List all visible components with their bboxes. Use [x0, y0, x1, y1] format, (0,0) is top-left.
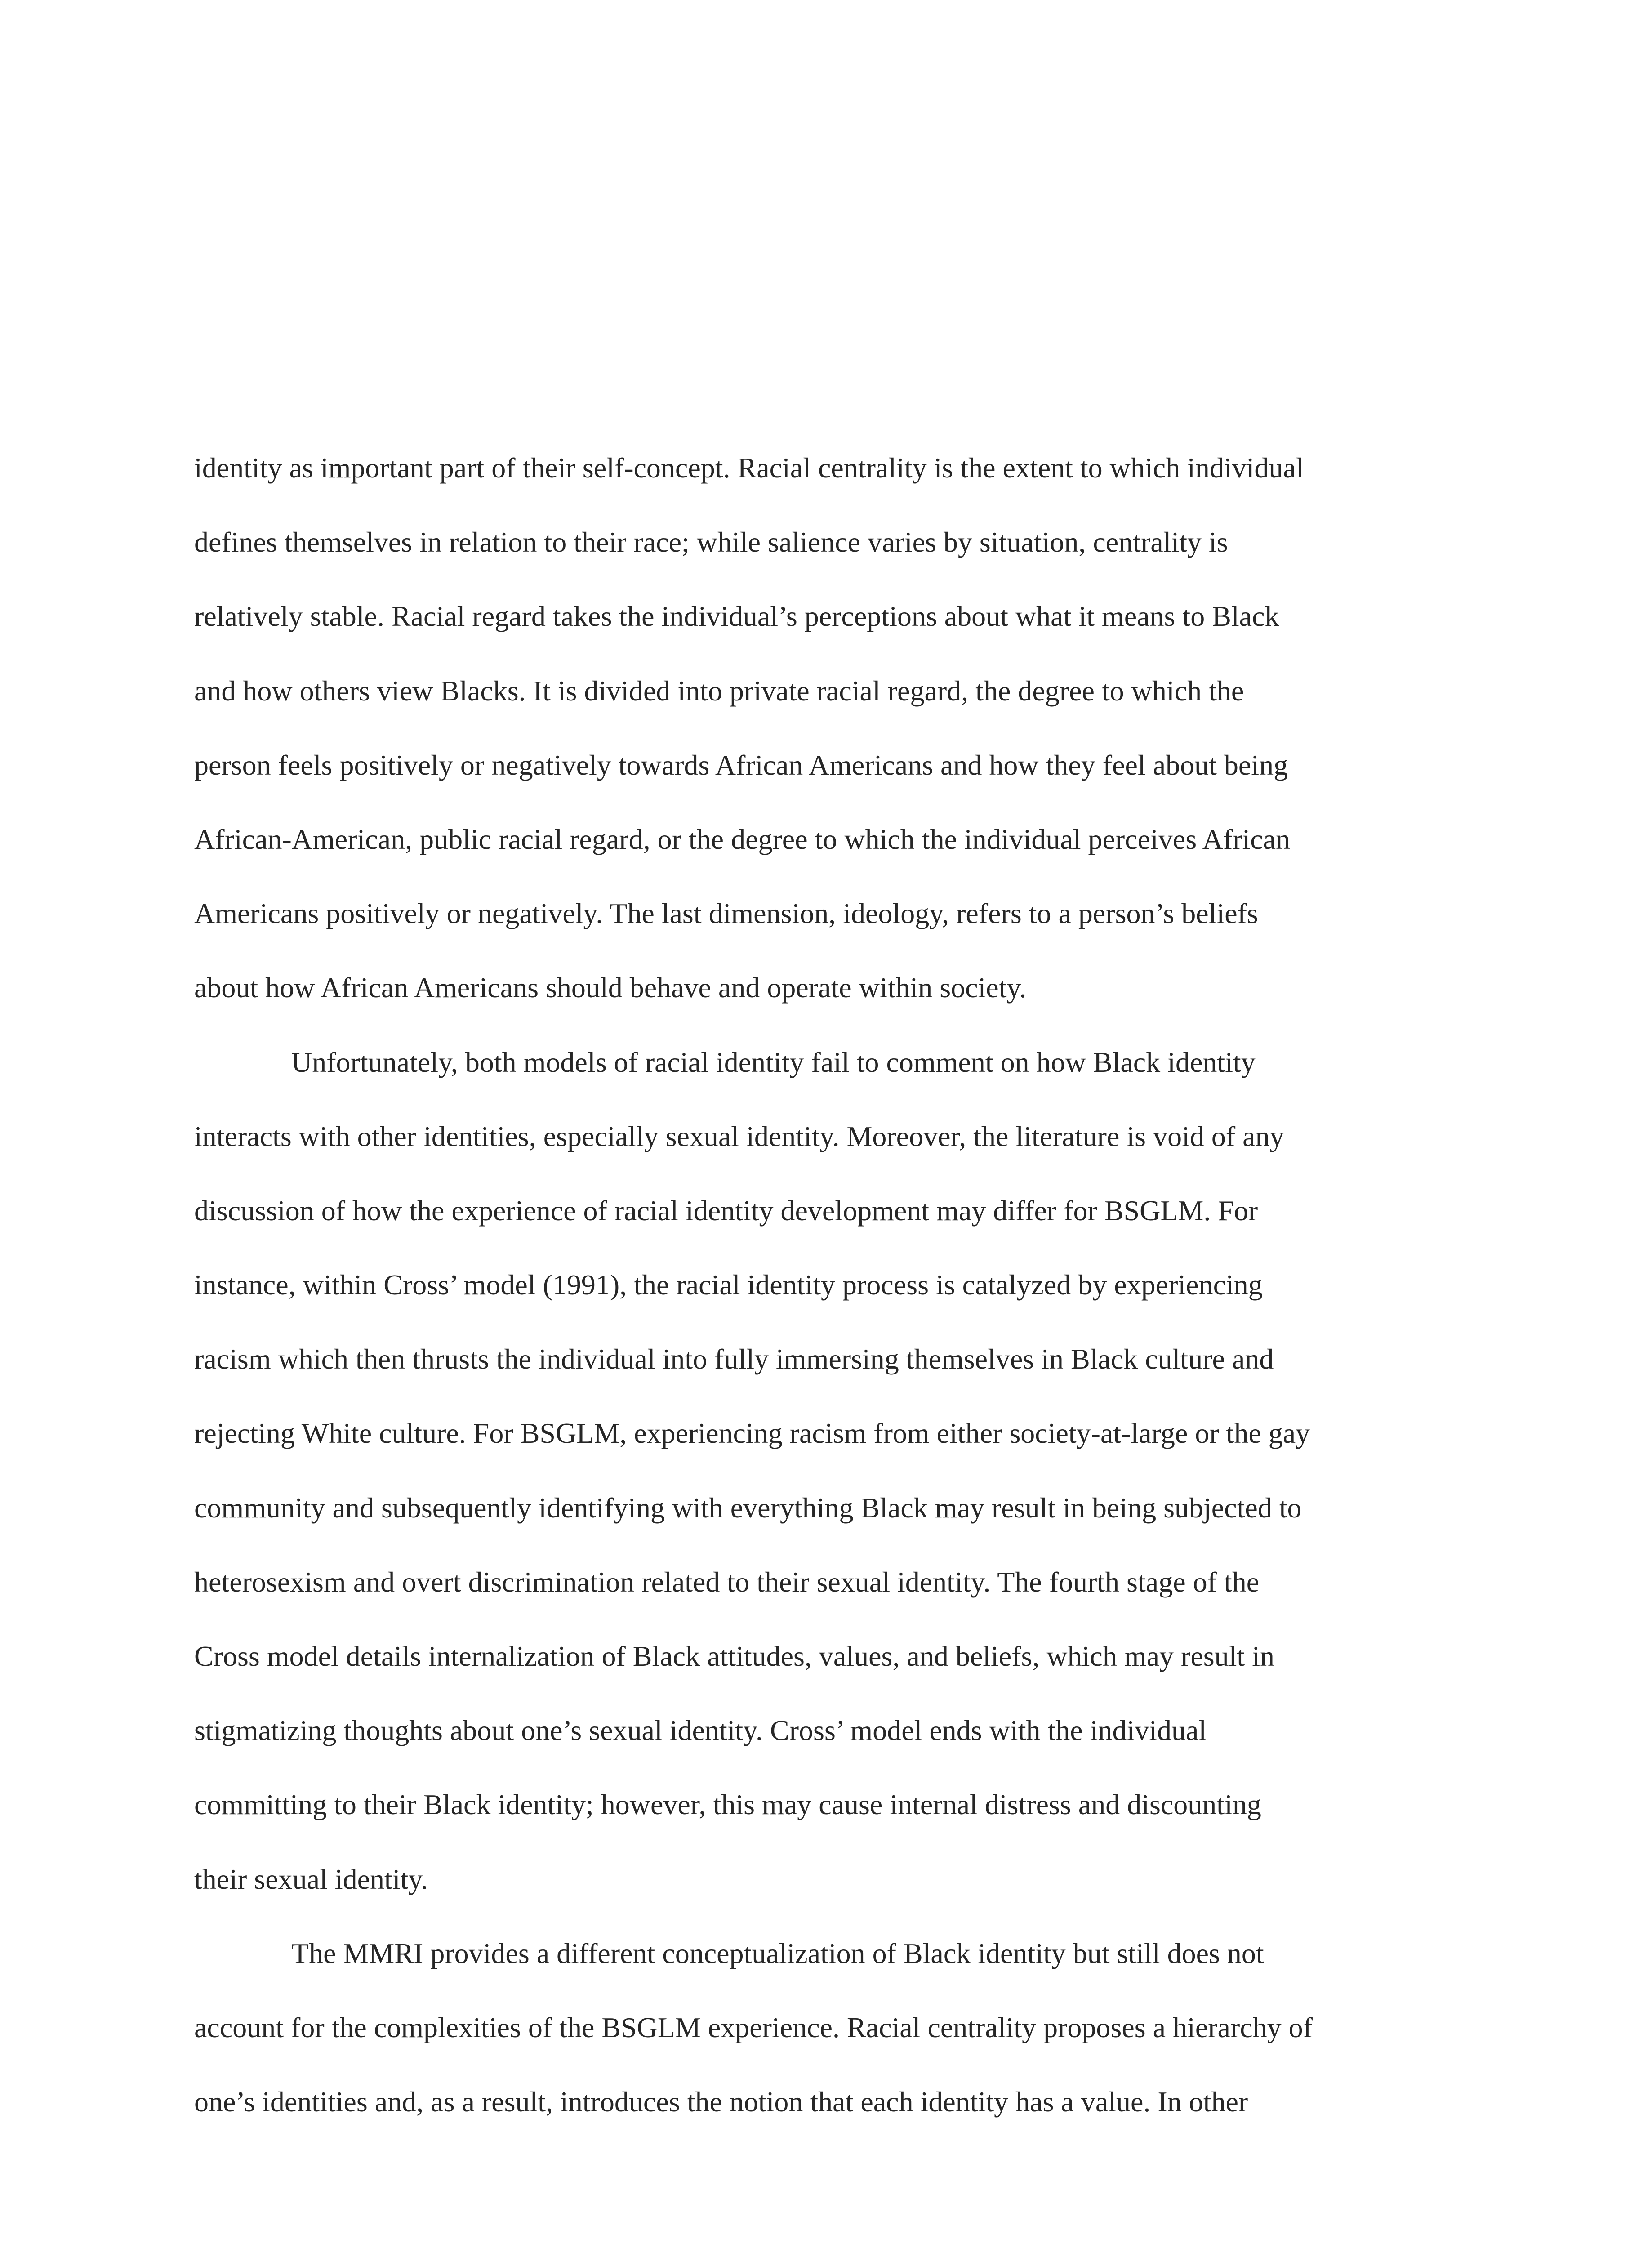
paragraph-2-line-9: Cross model details internalization of Black attitudes, values, and beliefs, which may result in: [194, 1640, 1274, 1672]
paragraph-1-line-5: person feels positively or negatively towards African Americans and how they feel about being: [194, 749, 1288, 781]
paragraph-1-line-8: about how African Americans should behave and operate within society.: [194, 972, 1027, 1004]
paragraph-2-line-4: instance, within Cross’ model (1991), the racial identity process is catalyzed by experiencing: [194, 1269, 1263, 1301]
paragraph-1-line-7: Americans positively or negatively. The last dimension, ideology, refers to a person’s beliefs: [194, 897, 1258, 930]
paragraph-1-line-6: African-American, public racial regard, or the degree to which the individual perceives African: [194, 823, 1291, 855]
paragraph-2-line-12: their sexual identity.: [194, 1863, 428, 1895]
paragraph-2-line-1: Unfortunately, both models of racial identity fail to comment on how Black identity: [291, 1046, 1256, 1078]
paragraph-2-line-2: interacts with other identities, especially sexual identity. Moreover, the literature is void of any: [194, 1120, 1284, 1152]
body-text: [194, 431, 1458, 2139]
paragraph-3-line-2: account for the complexities of the BSGLM experience. Racial centrality proposes a hierarchy of: [194, 2011, 1313, 2043]
paragraph-3-line-3: one’s identities and, as a result, introduces the notion that each identity has a value. In other: [194, 2086, 1248, 2118]
paragraph-2-line-11: committing to their Black identity; however, this may cause internal distress and discounting: [194, 1789, 1261, 1821]
paragraph-2-line-6: rejecting White culture. For BSGLM, experiencing racism from either society-at-large or the gay: [194, 1417, 1310, 1450]
paragraph-2-line-7: community and subsequently identifying with everything Black may result in being subjected to: [194, 1491, 1302, 1524]
paragraph-2-line-10: stigmatizing thoughts about one’s sexual identity. Cross’ model ends with the individual: [194, 1714, 1207, 1747]
paragraph-2-line-8: heterosexism and overt discrimination related to their sexual identity. The fourth stage of the: [194, 1566, 1260, 1598]
paragraph-2-line-5: racism which then thrusts the individual into fully immersing themselves in Black culture and: [194, 1343, 1274, 1375]
paragraph-1-line-2: defines themselves in relation to their race; while salience varies by situation, centrality is: [194, 526, 1228, 558]
paragraph-3-line-1: The MMRI provides a different conceptualization of Black identity but still does not: [291, 1937, 1264, 1969]
paragraph-1-line-3: relatively stable. Racial regard takes the individual’s perceptions about what it means to Black: [194, 600, 1279, 633]
paragraph-1-line-1: identity as important part of their self-concept. Racial centrality is the extent to which individual: [194, 452, 1304, 484]
paragraph-1-line-4: and how others view Blacks. It is divided into private racial regard, the degree to which the: [194, 674, 1244, 707]
paragraph-2-line-3: discussion of how the experience of racial identity development may differ for BSGLM. For: [194, 1194, 1258, 1227]
